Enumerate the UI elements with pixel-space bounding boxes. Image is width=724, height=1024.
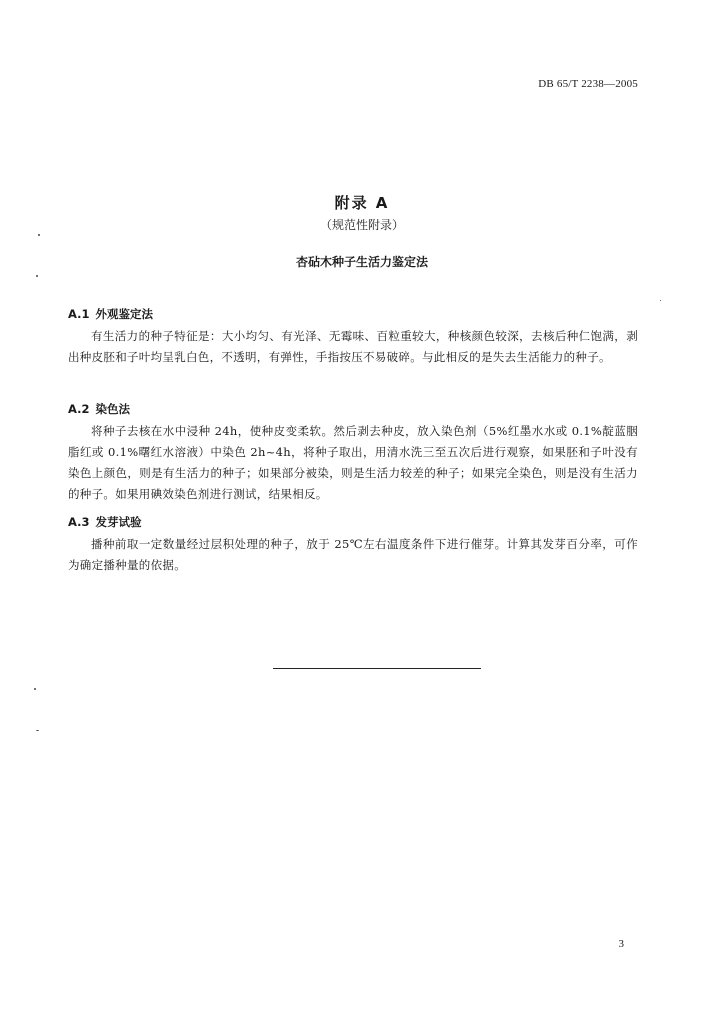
section-heading-text: 染色法 xyxy=(95,402,130,416)
document-code: DB 65/T 2238—2005 xyxy=(538,78,638,90)
section-number: A.2 xyxy=(68,402,90,416)
section-heading-text: 外观鉴定法 xyxy=(95,307,153,321)
section-a2 xyxy=(68,401,638,505)
section-number: A.1 xyxy=(68,307,90,321)
section-heading-text: 发芽试验 xyxy=(95,515,142,529)
section-a1 xyxy=(68,306,638,368)
section-heading xyxy=(68,401,638,417)
appendix-title: 附录 A xyxy=(334,194,390,212)
scan-speck xyxy=(36,730,39,731)
section-body: 将种子去核在水中浸种 24h，使种皮变柔软。然后剥去种皮，放入染色剂（5%红墨水水或 0.1%靛蓝胭脂红或 0.1%曙红水溶液）中染色 2h~4h，将种子取出，用清水洗三至五次后进行观察，如果胚和子叶没有染色上颜色，则是有生活力的种子；如果部分被染，则是生活力较差的种子；如果完全染色，则是没有生活力的种子。如果用碘效染色剂进行测试，结果相反。 xyxy=(68,424,638,501)
scan-speck xyxy=(36,275,38,277)
end-rule xyxy=(273,668,481,669)
section-heading xyxy=(68,306,638,322)
scan-speck xyxy=(38,234,40,236)
section-a3 xyxy=(68,514,638,576)
section-body: 播种前取一定数量经过层积处理的种子，放于 25℃左右温度条件下进行催芽。计算其发芽百分率，可作为确定播种量的依据。 xyxy=(68,537,638,572)
document-title: 杏砧木种子生活力鉴定法 xyxy=(295,255,428,269)
section-body: 有生活力的种子特征是：大小均匀、有光泽、无霉味、百粒重较大，种核颜色较深，去核后种仁饱满，剥出种皮胚和子叶均呈乳白色，不透明，有弹性，手指按压不易破碎。与此相反的是失去生活能力的种子。 xyxy=(68,329,638,364)
section-number: A.3 xyxy=(68,515,90,529)
page-number: 3 xyxy=(618,938,624,950)
scan-speck xyxy=(34,688,36,690)
appendix-subtitle: （规范性附录） xyxy=(319,218,404,232)
scan-speck xyxy=(660,300,661,301)
section-heading xyxy=(68,514,638,530)
